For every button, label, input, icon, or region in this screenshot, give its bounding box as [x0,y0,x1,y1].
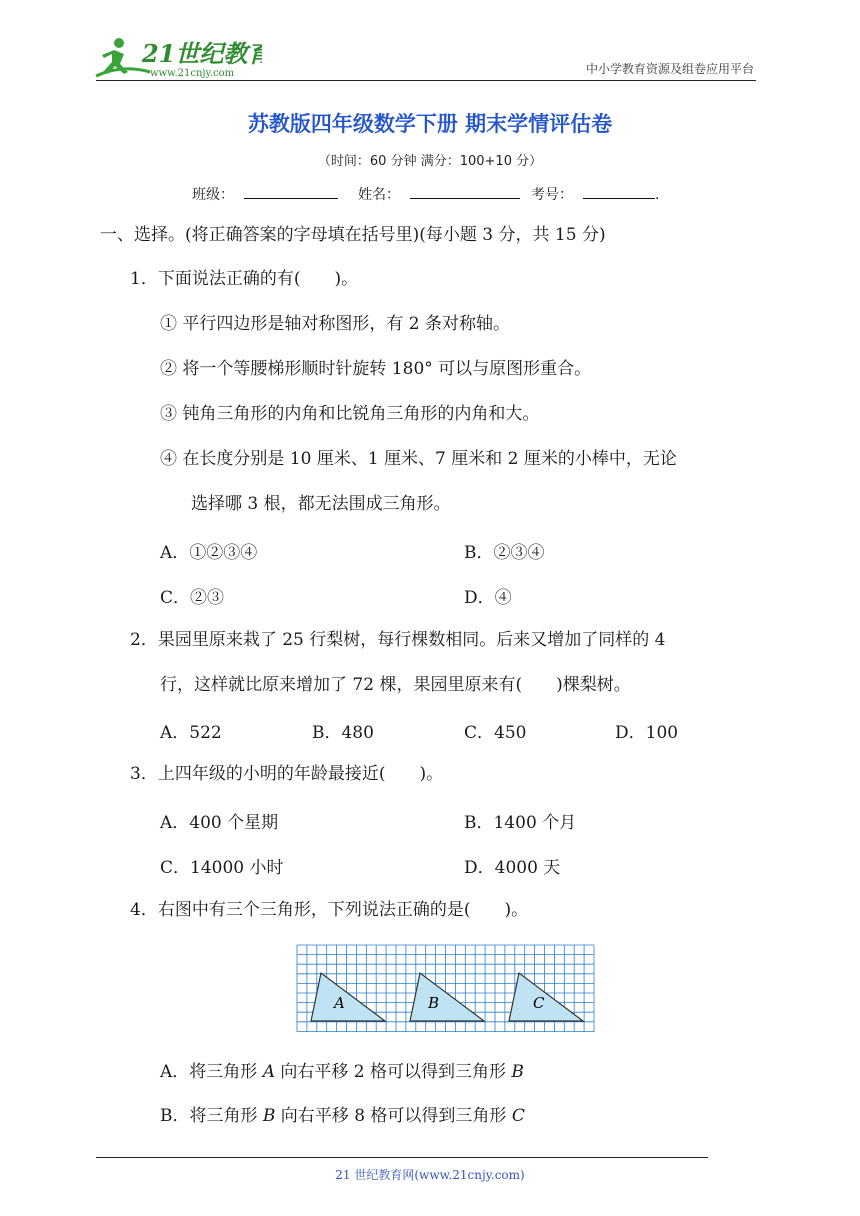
q4-a-tri-1: A [262,1062,275,1082]
footer-divider [96,1157,708,1158]
q2-stem-line2: 行，这样就比原来增加了 72 棵，果园里原来有( )棵梨树。 [160,675,631,695]
name-field [358,184,520,204]
number-blank[interactable] [583,184,655,199]
name-blank[interactable] [410,184,520,199]
header-divider [96,80,756,81]
q4-a-text-1: A．将三角形 [160,1062,263,1082]
site-logo [92,34,262,82]
number-field [531,184,659,204]
number-label: 考号： [531,187,573,203]
q4-option-a[interactable] [160,1057,524,1082]
triangle-c [509,973,583,1021]
logo-url: www.21cnjy.com [150,68,235,79]
q4-b-text-2: 向右平移 8 格可以得到三角形 [275,1106,512,1126]
triangle-grid-figure [296,944,596,1038]
triangle-a [311,973,385,1021]
q3-option-a[interactable]: A．400 个星期 [160,813,279,833]
q3-option-d[interactable]: D．4000 天 [464,858,561,878]
q1-statement-4-cont: 选择哪 3 根，都无法围成三角形。 [191,494,451,514]
exam-subtitle: （时间：60 分钟 满分：100+10 分） [317,154,543,169]
class-blank[interactable] [244,184,338,199]
q1-option-b[interactable]: B．②③④ [464,543,545,563]
footer-text: 21 世纪教育网(www.21cnjy.com) [335,1168,525,1182]
q3-option-c[interactable]: C．14000 小时 [160,858,284,878]
q1-stem: 1．下面说法正确的有( )。 [130,269,359,289]
info-end-dot: . [655,187,660,203]
q1-statement-4: ④ 在长度分别是 10 厘米、1 厘米、7 厘米和 2 厘米的小棒中，无论 [160,449,677,469]
q1-statement-3: ③ 钝角三角形的内角和比锐角三角形的内角和大。 [160,404,540,424]
q4-option-b[interactable] [160,1101,525,1126]
q2-option-c[interactable]: C．450 [464,723,527,743]
section-heading: 一、选择。(将正确答案的字母填在括号里)(每小题 3 分，共 15 分) [100,225,606,245]
class-label: 班级： [192,187,234,203]
q1-option-d[interactable]: D．④ [464,588,512,608]
q4-b-tri-1: B [262,1106,276,1126]
q2-option-b[interactable]: B．480 [312,723,374,743]
triangle-b-label: B [428,994,440,1012]
q2-option-a[interactable]: A．522 [160,723,222,743]
q3-option-b[interactable]: B．1400 个月 [464,813,577,833]
triangle-a-label: A [334,994,345,1012]
triangle-c-label: C [533,994,545,1012]
runner-logo-icon [92,34,262,82]
class-field [192,184,338,204]
q4-stem: 4．右图中有三个三角形，下列说法正确的是( )。 [130,900,529,920]
name-label: 姓名： [358,187,400,203]
logo-text: 21世纪教育 [142,39,262,68]
q4-a-text-2: 向右平移 2 格可以得到三角形 [274,1062,512,1082]
q4-b-text-1: B．将三角形 [160,1106,263,1126]
q4-b-tri-2: C [511,1106,525,1126]
q3-stem: 3．上四年级的小明的年龄最接近( )。 [130,764,444,784]
header-tagline: 中小学教育资源及组卷应用平台 [585,62,754,76]
q1-option-c[interactable]: C．②③ [160,588,225,608]
q4-a-tri-2: B [511,1062,524,1082]
q2-option-d[interactable]: D．100 [615,723,679,743]
q1-statement-2: ② 将一个等腰梯形顺时针旋转 180° 可以与原图形重合。 [160,359,592,379]
triangle-b [410,973,484,1021]
page-title: 苏教版四年级数学下册 期末学情评估卷 [247,112,613,136]
q2-stem-line1: 2．果园里原来栽了 25 行梨树，每行棵数相同。后来又增加了同样的 4 [130,630,666,650]
q1-statement-1: ① 平行四边形是轴对称图形，有 2 条对称轴。 [160,314,511,334]
q1-option-a[interactable]: A．①②③④ [160,543,258,563]
